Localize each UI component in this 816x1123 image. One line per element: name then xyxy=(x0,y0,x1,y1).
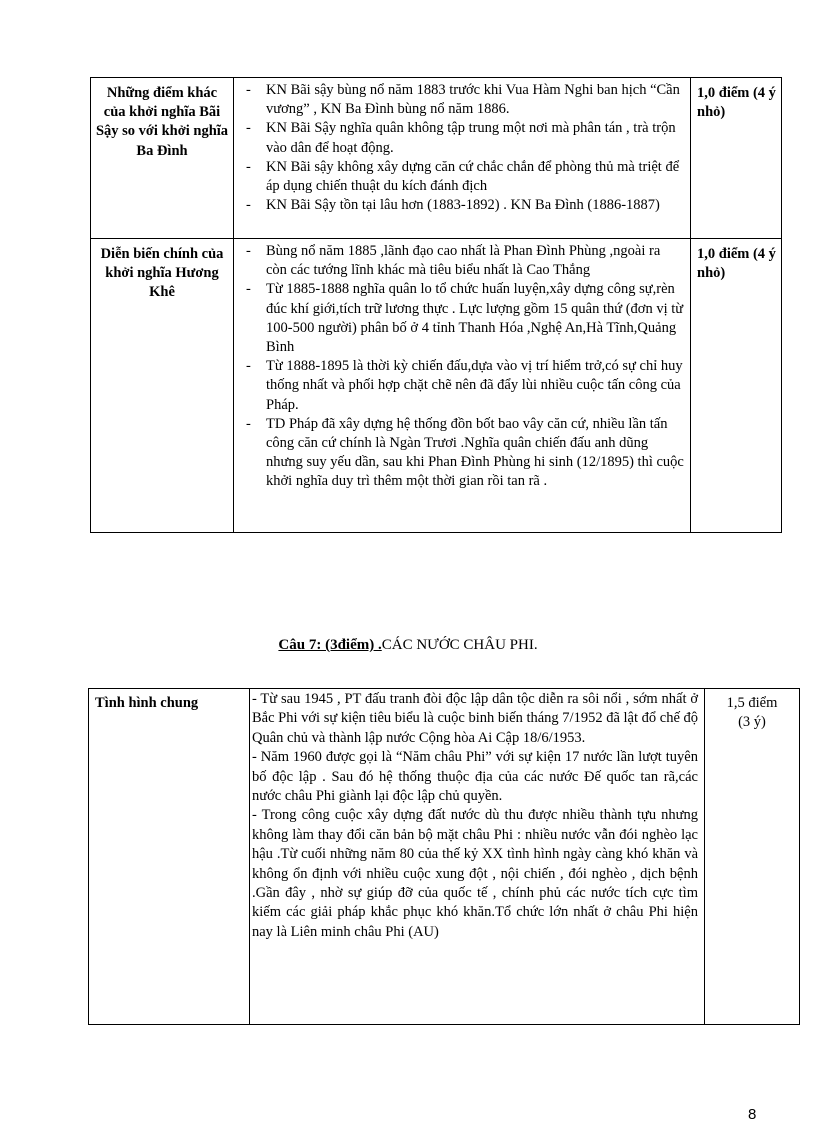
paragraph: - Từ sau 1945 , PT đấu tranh đòi độc lập dân tộc diễn ra sôi nổi , sớm nhất ở Bắc Phi với sự kiện tiêu biểu là cuộc binh biến tháng 7/1952 đã lật đổ chế độ Quân chủ và thành lập nước Cộng hòa Ai Cập 18/6/1953. xyxy=(252,691,699,746)
table-row xyxy=(91,78,782,239)
row-content xyxy=(234,78,691,239)
score-points: 1,5 điểm xyxy=(726,695,778,711)
list-item: - Bùng nổ năm 1885 ,lãnh đạo cao nhất là Phan Đình Phùng ,ngoài ra còn các tướng lĩnh khác mà tiêu biểu nhất là Cao Thắng xyxy=(246,243,661,279)
list-item: - Từ 1885-1888 nghĩa quân lo tổ chức huấn luyện,xây dựng công sự,rèn đúc khí giới,tích trữ lương thực . Lực lượng gồm 15 quân thứ (đơn vị từ 100-500 người) phân bố ở 4 tỉnh Thanh Hóa ,Nghệ An,Hà Tĩnh,Quảng Bình xyxy=(246,281,684,356)
list-item: - KN Bãi sậy không xây dựng căn cứ chắc chắn để phòng thủ mà triệt để áp dụng chiến thuật du kích đánh địch xyxy=(246,158,680,195)
table-row xyxy=(91,239,782,533)
row-content xyxy=(234,239,691,533)
table-row xyxy=(89,689,800,1025)
question-label: Câu 7: (3điểm) . xyxy=(278,637,382,653)
list-item: - KN Bãi Sậy tồn tại lâu hơn (1883-1892) . KN Ba Đình (1886-1887) xyxy=(246,197,660,214)
answer-table-1 xyxy=(90,77,782,533)
list-item: - TD Pháp đã xây dựng hệ thống đồn bốt bao vây căn cứ, nhiều lần tấn công căn cứ chính là Ngàn Trươi .Nghĩa quân chiến đấu anh dũng nhưng suy yếu dần, sau khi Phan Đình Phùng hi sinh (12/1895) thì cuộc khởi nghĩa duy trì thêm một thời gian rồi tan rã . xyxy=(246,415,684,490)
answer-table-2 xyxy=(88,688,800,1025)
row-score: 1,0 điểm (4 ý nhỏ) xyxy=(691,78,782,239)
paragraph: - Trong công cuộc xây dựng đất nước dù thu được nhiều thành tựu nhưng không làm thay đổi căn bản bộ mặt châu Phi : nhiều nước vẫn đói nghèo lạc hậu .Từ cuối những năm 80 của thế kỷ XX tình hình ngày càng khó khăn và không ổn định với nhiều cuộc xung đột , nội chiến , đói nghèo , dịch bệnh .Gần đây , nhờ sự giúp đỡ của quốc tế , chính phủ các nước tích cực tìm kiếm các giải pháp khắc phục khó khăn.Tổ chức lớn nhất ở châu Phi hiện nay là Liên minh châu Phi (AU) xyxy=(252,807,698,940)
list-item: - KN Bãi sậy bùng nổ năm 1883 trước khi Vua Hàm Nghi ban hịch “Cần vương” , KN Ba Đình bùng nổ năm 1886. xyxy=(246,82,680,118)
paragraph: - Năm 1960 được gọi là “Năm châu Phi” với sự kiện 17 nước lần lượt tuyên bố độc lập . Sau đó hệ thống thuộc địa của các nước Đế quốc tan rã,các nước châu Phi giành lại độc lập chủ quyền. xyxy=(252,749,698,805)
row-content xyxy=(250,689,705,1025)
row-title: Diễn biến chính của khởi nghĩa Hương Khê xyxy=(91,239,234,533)
row-title: Những điểm khác của khởi nghĩa Bãi Sậy so với khởi nghĩa Ba Đình xyxy=(91,78,234,239)
row-title: Tình hình chung xyxy=(89,689,250,1025)
list-item: - KN Bãi Sậy nghĩa quân không tập trung một nơi mà phân tán , trà trộn vào dân để hoạt động. xyxy=(246,120,676,156)
question-title: CÁC NƯỚC CHÂU PHI. xyxy=(381,637,538,653)
list-item: - Từ 1888-1895 là thời kỳ chiến đấu,dựa vào vị trí hiểm trở,có sự chỉ huy thống nhất và phối hợp chặt chẽ nên đã đẩy lùi nhiều cuộc tấn công của Pháp. xyxy=(246,358,683,413)
row-score: 1,0 điểm (4 ý nhỏ) xyxy=(691,239,782,533)
page-number: 8 xyxy=(748,1106,757,1123)
question-heading xyxy=(0,637,816,654)
row-score xyxy=(705,689,800,1025)
score-items: (3 ý) xyxy=(738,714,766,731)
